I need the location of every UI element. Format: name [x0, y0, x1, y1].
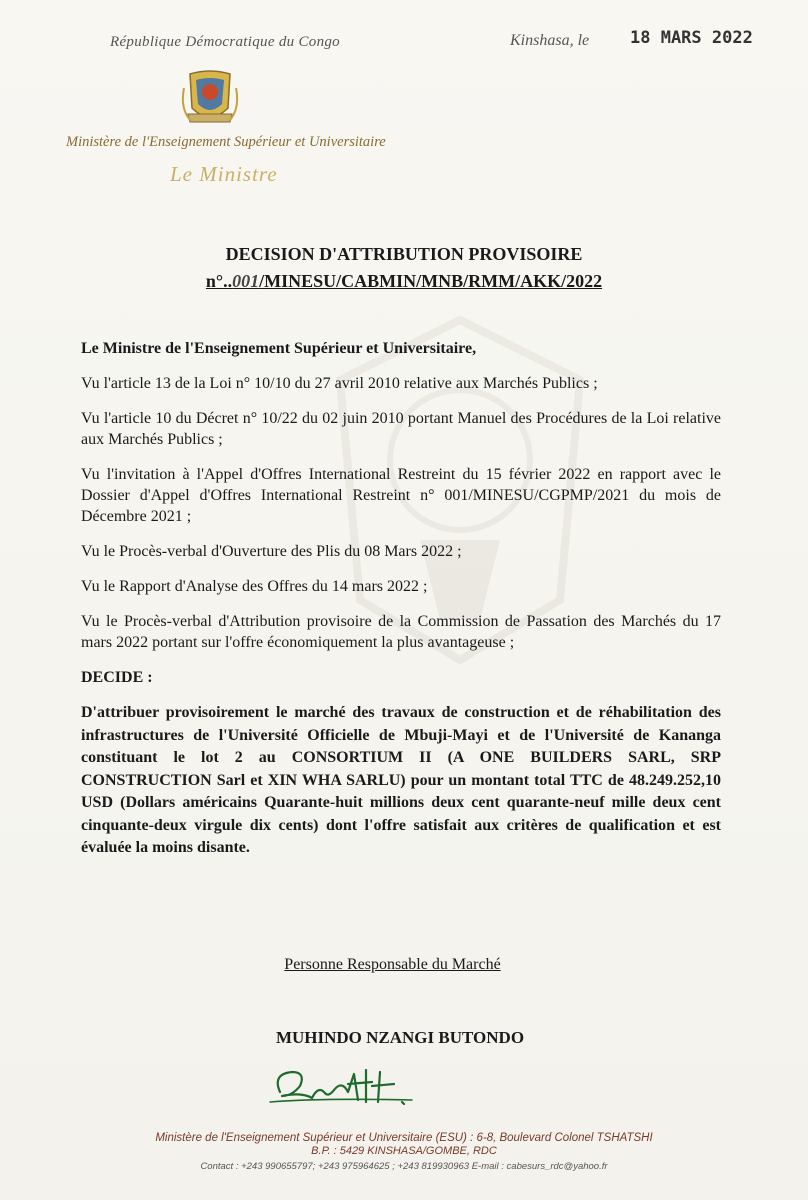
ref-handwritten-number: 001: [232, 271, 260, 291]
handwritten-signature-icon: [262, 1062, 432, 1110]
considerant-4: Vu le Procès-verbal d'Ouverture des Plis du 08 Mars 2022 ;: [81, 543, 462, 560]
footer-contact: Contact : +243 990655797; +243 975964625 ; +243 819930963 E-mail : cabesurs_rdc@yahoo.fr: [200, 1161, 608, 1172]
ref-suffix: /MINESU/CABMIN/MNB/RMM/AKK/2022: [259, 271, 603, 291]
ref-prefix: n°..: [205, 271, 233, 291]
footer-line-1: Ministère de l'Enseignement Supérieur et Universitaire (ESU) : 6-8, Boulevard Colonel TSHATSHI: [155, 1132, 653, 1144]
role-header: Le Ministre: [170, 162, 278, 186]
considerant-1: Vu l'article 13 de la Loi n° 10/10 du 27 avril 2010 relative aux Marchés Publics ;: [81, 375, 598, 392]
date-stamp: 18 MARS 2022: [630, 28, 753, 48]
signatory-name: MUHINDO NZANGI BUTONDO: [275, 1028, 525, 1047]
decision-body: [81, 338, 721, 860]
republic-header: République Démocratique du Congo: [110, 34, 340, 50]
considerant-2: Vu l'article 10 du Décret n° 10/22 du 02 juin 2010 portant Manuel des Procédures de la Loi relative aux Marchés Publics ;: [81, 410, 721, 448]
lead-paragraph: Le Ministre de l'Enseignement Supérieur et Universitaire,: [81, 340, 477, 357]
decision-paragraph: D'attribuer provisoirement le marché des travaux de construction et de réhabilitation des infrastructures de l'Université Officielle de Mbuji-Mayi et de l'Université de Kananga constituant le lot 2 au CONSORTIUM II (A ONE BUILDERS SARL, SRP CONSTRUCTION Sarl et XIN WHA SARLU) pour un montant total TTC de 48.249.252,10 USD (Dollars américains Quarante-huit millions deux cent quarante-neuf mille deux cent cinquante-deux virgule dix cents) dont l'offre satisfait aux critères de qualification et est évaluée la moins disante.: [81, 704, 721, 856]
considerant-3: Vu l'invitation à l'Appel d'Offres International Restreint du 15 février 2022 en rapport avec le Dossier d'Appel d'Offres International Restreint n° 001/MINESU/CGPMP/2021 du mois de Décembre 2021 ;: [81, 466, 721, 525]
considerant-6: Vu le Procès-verbal d'Attribution provisoire de la Commission de Passation des Marchés du 17 mars 2022 portant sur l'offre économiquement la plus avantageuse ;: [81, 613, 721, 651]
signatory-title: Personne Responsable du Marché: [284, 956, 501, 973]
footer-line-2: B.P. : 5429 KINSHASA/GOMBE, RDC: [311, 1145, 497, 1157]
coat-of-arms-icon: [180, 68, 240, 134]
decision-title: DECISION D'ATTRIBUTION PROVISOIRE: [225, 244, 583, 264]
footer-address: [0, 1132, 808, 1174]
ministry-header: Ministère de l'Enseignement Supérieur et Universitaire: [66, 134, 386, 150]
decide-heading: DECIDE :: [81, 669, 153, 686]
decision-reference: [0, 271, 808, 292]
place-label: Kinshasa, le: [510, 32, 590, 49]
considerant-5: Vu le Rapport d'Analyse des Offres du 14 mars 2022 ;: [81, 578, 428, 595]
